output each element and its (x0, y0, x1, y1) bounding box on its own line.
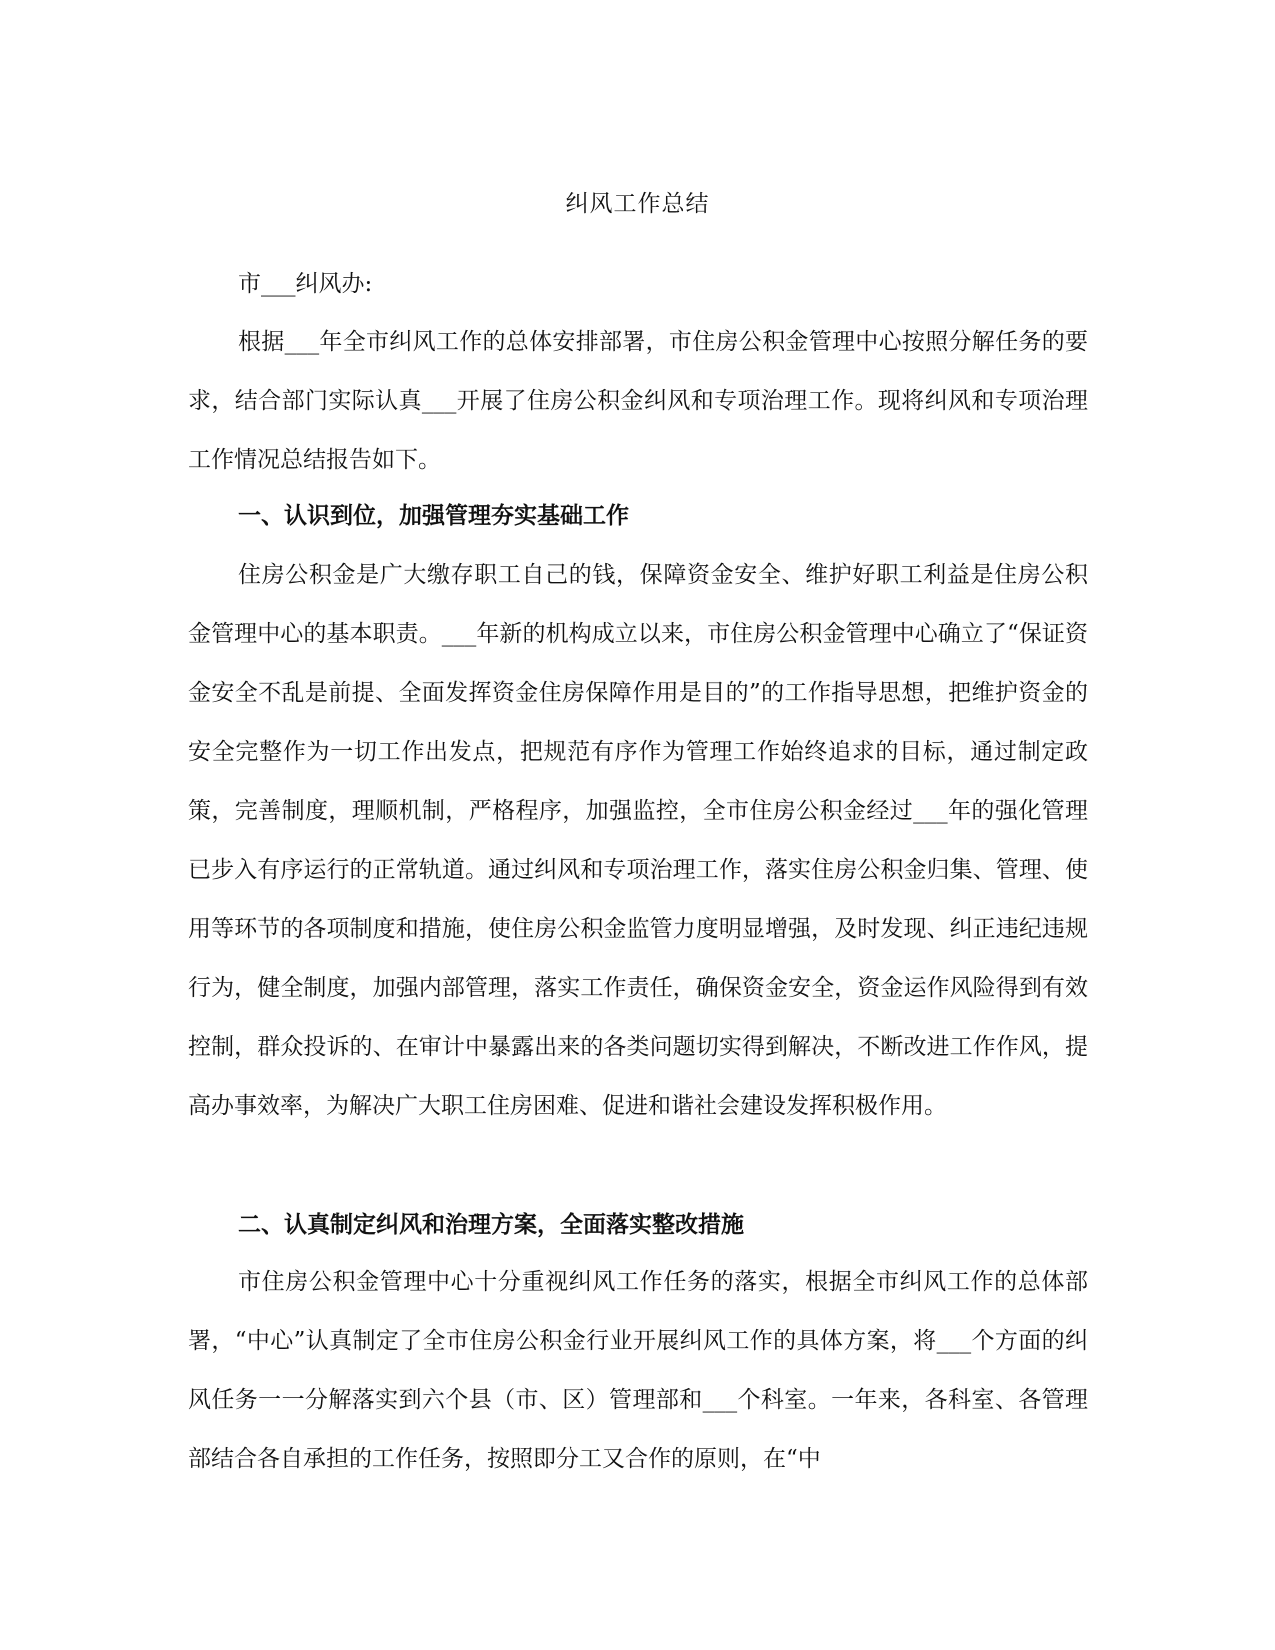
section2-heading-block (188, 1195, 1088, 1254)
intro-paragraph: 根据___年全市纠风工作的总体安排部署，市住房公积金管理中心按照分解任务的要求，结合部门实际认真___开展了住房公积金纠风和专项治理工作。现将纠风和专项治理工作情况总结报告如下。 (188, 329, 1088, 473)
intro-paragraph-block (188, 313, 1088, 490)
section1-heading-block (188, 486, 1088, 545)
section1-heading: 一、认识到位，加强管理夯实基础工作 (238, 502, 629, 529)
salutation: 市___纠风办: (238, 271, 373, 297)
section2-heading: 二、认真制定纠风和治理方案，全面落实整改措施 (238, 1211, 744, 1238)
section2-paragraph: 市住房公积金管理中心十分重视纠风工作任务的落实，根据全市纠风工作的总体部署，“中心”认真制定了全市住房公积金行业开展纠风工作的具体方案，将___个方面的纠风任务一一分解落实到六个县（市、区）管理部和___个科室。一年来，各科室、各管理部结合各自承担的工作任务，按照即分工又合作的原则，在“中 (188, 1269, 1088, 1472)
section1-paragraph-block (188, 546, 1088, 1136)
section2-paragraph-block (188, 1253, 1088, 1489)
section1-paragraph: 住房公积金是广大缴存职工自己的钱，保障资金安全、维护好职工利益是住房公积金管理中心的基本职责。___年新的机构成立以来，市住房公积金管理中心确立了“保证资金安全不乱是前提、全面发挥资金住房保障作用是目的”的工作指导思想，把维护资金的安全完整作为一切工作出发点，把规范有序作为管理工作始终追求的目标，通过制定政策，完善制度，理顺机制，严格程序，加强监控，全市住房公积金经过___年的强化管理已步入有序运行的正常轨道。通过纠风和专项治理工作，落实住房公积金归集、管理、使用等环节的各项制度和措施，使住房公积金监管力度明显增强，及时发现、纠正违纪违规行为，健全制度，加强内部管理，落实工作责任，确保资金安全，资金运作风险得到有效控制，群众投诉的、在审计中暴露出来的各类问题切实得到解决，不断改进工作作风，提高办事效率，为解决广大职工住房困难、促进和谐社会建设发挥积极作用。 (188, 562, 1088, 1119)
document-title: 纠风工作总结 (565, 191, 710, 217)
